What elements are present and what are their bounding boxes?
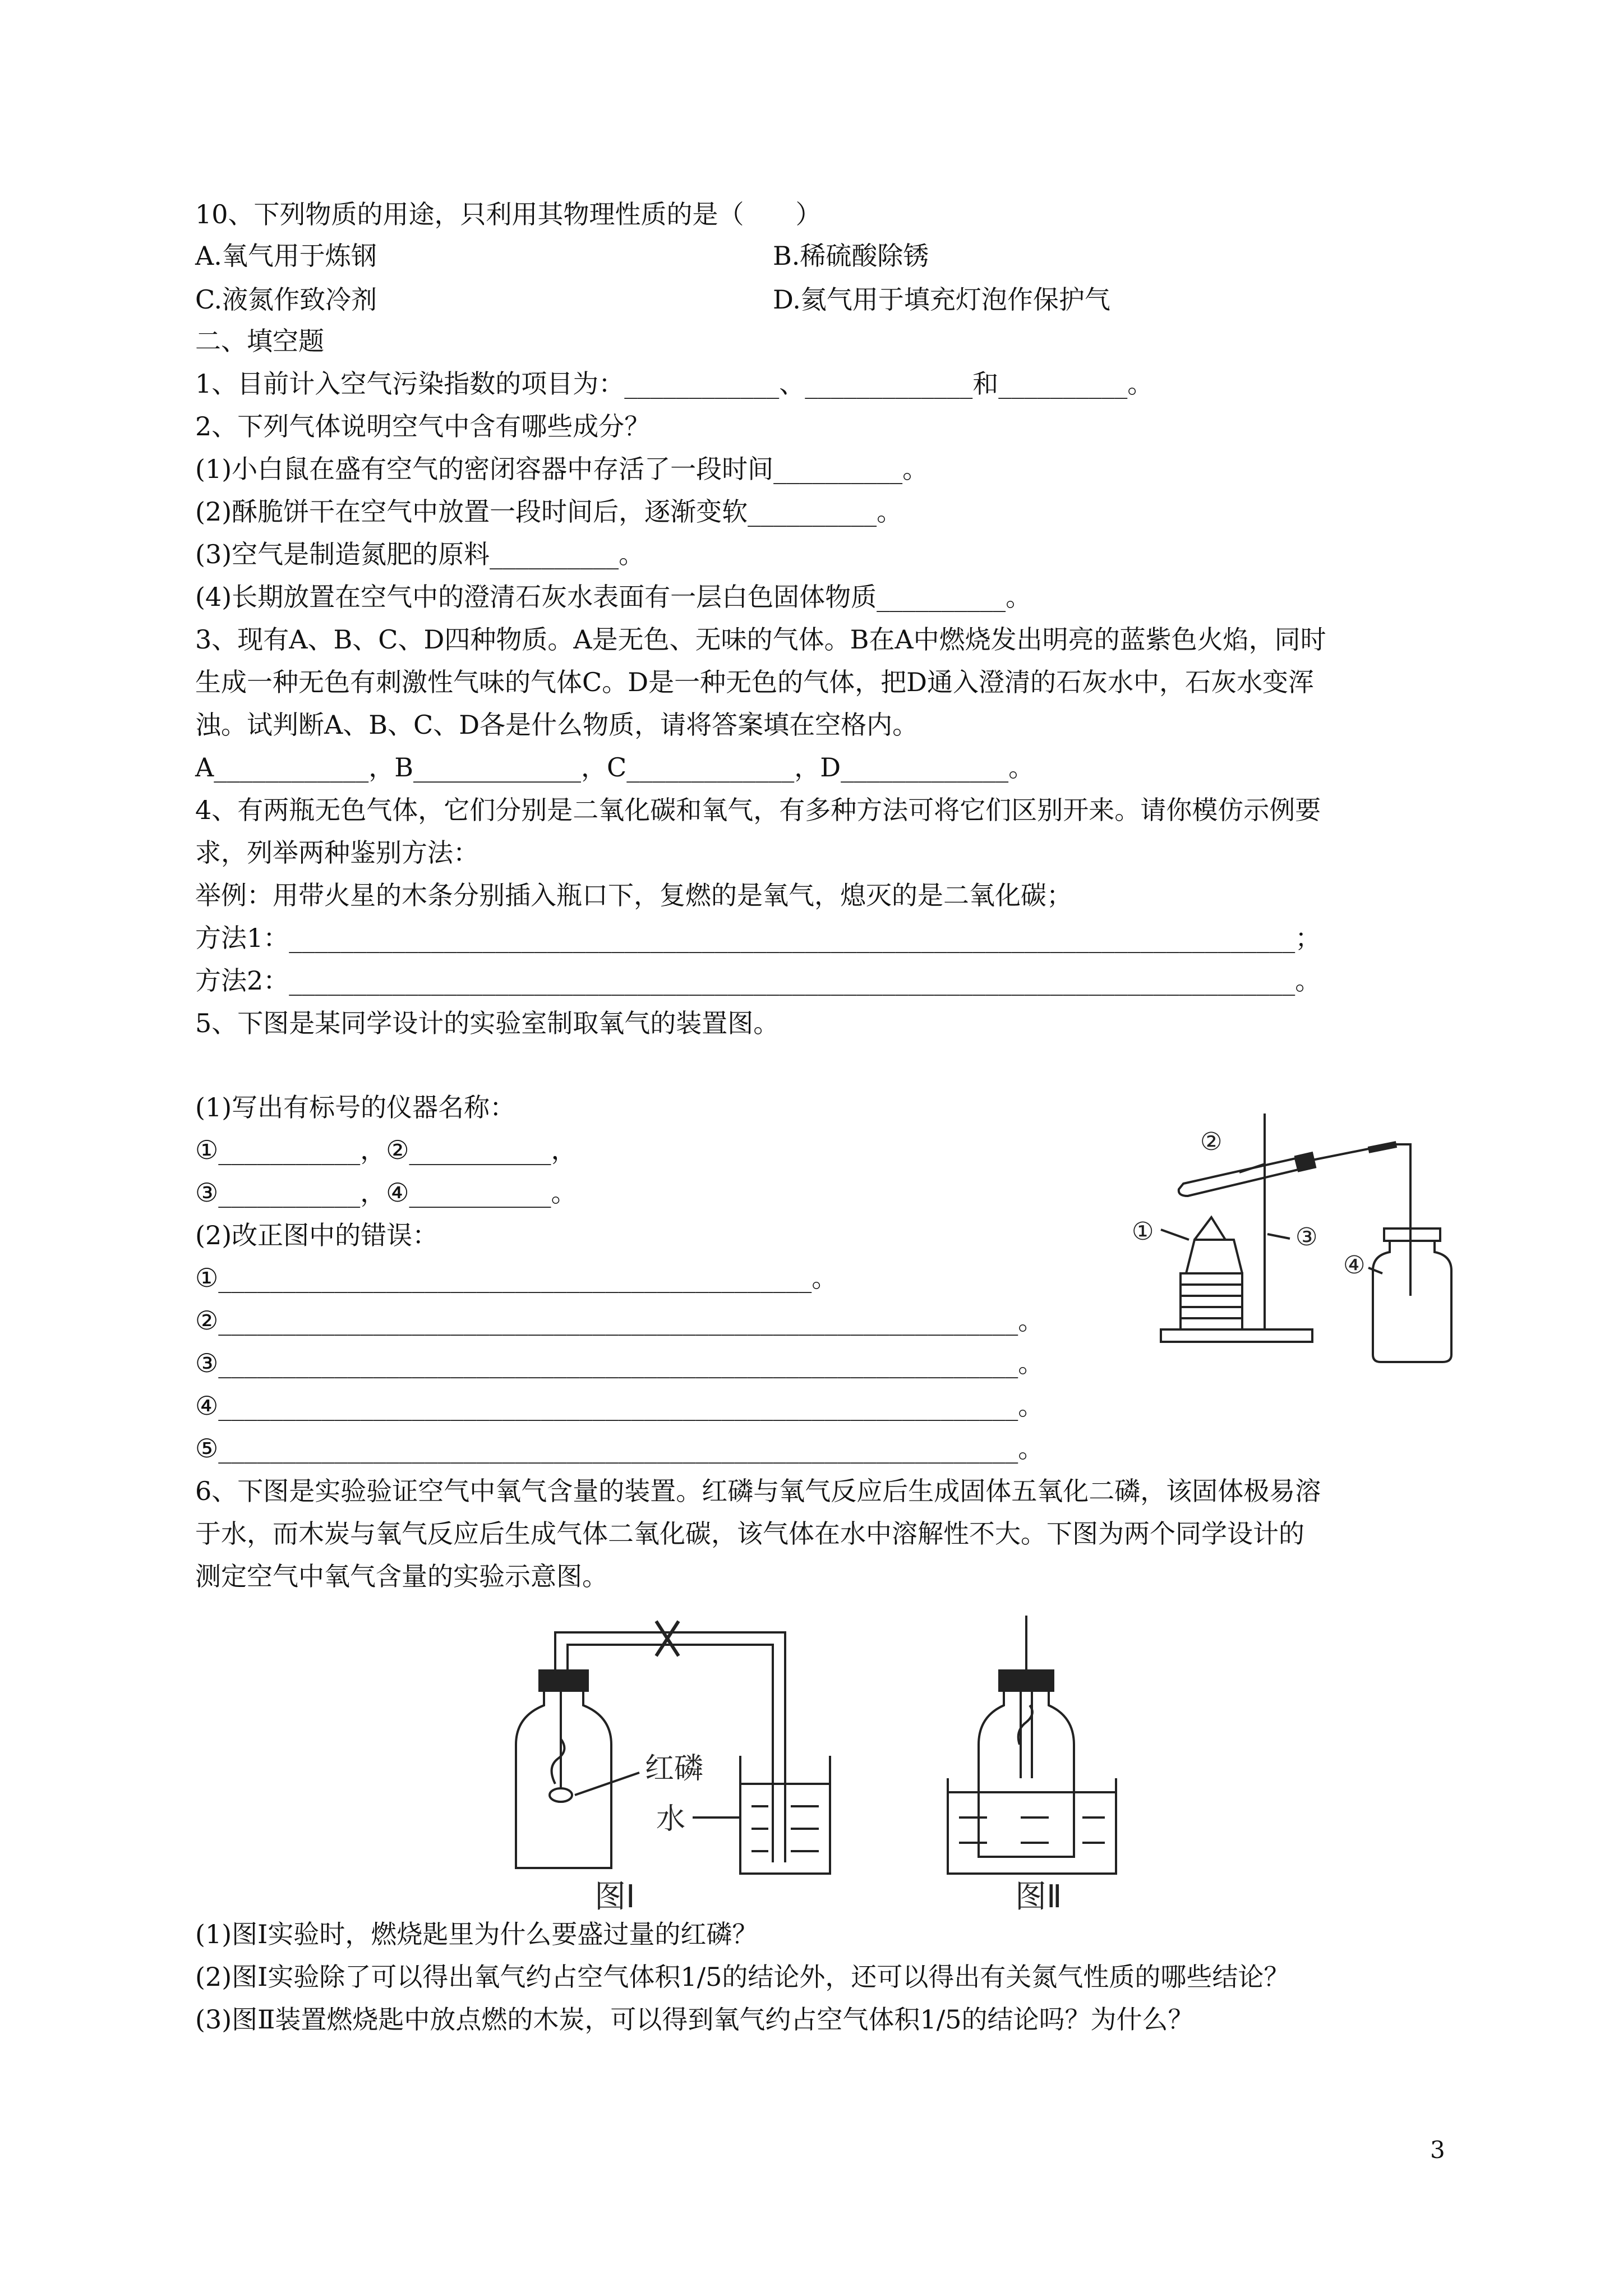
- section-2-title: 二、填空题: [195, 326, 324, 356]
- q10-option-a: A.氧气用于炼钢: [195, 241, 377, 271]
- fill-6-line-1: 6、下图是实验验证空气中氧气含量的装置。红磷与氧气反应后生成固体五氧化二磷，该固体极易溶: [195, 1476, 1321, 1506]
- fill-5-stem: 5、下图是某同学设计的实验室制取氧气的装置图。: [195, 1008, 780, 1038]
- clamp-icon: [656, 1621, 679, 1656]
- fig5-label-3: ③: [1295, 1223, 1318, 1251]
- fig1-stopper: [540, 1671, 588, 1691]
- fill-5-part-1: (1)写出有标号的仪器名称：: [195, 1092, 516, 1122]
- q10-option-b: B.稀硫酸除锈: [773, 241, 929, 271]
- fill-5-error-4: ④______________________________________________________________。: [195, 1391, 1044, 1421]
- fill-4-example: 举例：用带火星的木条分别插入瓶口下，复燃的是氧气，熄灭的是二氧化碳；: [195, 880, 1072, 910]
- fig5-label-4: ④: [1343, 1251, 1366, 1280]
- fill-3-line-2: 生成一种无色有刺激性气味的气体C。D是一种无色的气体，把D通入澄清的石灰水中，石灰水变浑: [195, 667, 1314, 697]
- fill-5-error-1: ①______________________________________________。: [195, 1263, 838, 1293]
- fig1-water-label: 水: [656, 1802, 686, 1836]
- fill-2-part-1: (1)小白鼠在盛有空气的密闭容器中存活了一段时间__________。: [195, 454, 929, 484]
- page-number: 3: [1430, 2136, 1445, 2164]
- q10-option-d: D.氦气用于填充灯泡作保护气: [773, 284, 1110, 315]
- fill-1: 1、目前计入空气污染指数的项目为：____________、_____________和__________。: [195, 369, 1154, 399]
- wood-block: [1181, 1273, 1242, 1329]
- q10-option-c: C.液氮作致冷剂: [195, 284, 377, 315]
- fill-5-error-3: ③______________________________________________________________。: [195, 1348, 1044, 1378]
- fig2-stopper: [999, 1671, 1053, 1691]
- fill-2-part-4: (4)长期放置在空气中的澄清石灰水表面有一层白色固体物质__________。: [195, 582, 1032, 612]
- collecting-bottle: [1373, 1228, 1451, 1362]
- fill-3-answers: A____________，B_____________，C_____________，D_____________。: [195, 752, 1035, 783]
- figure-1-caption: 图Ⅰ: [594, 1879, 635, 1913]
- figure-1: [516, 1621, 830, 1913]
- fill-6-question-3: (3)图Ⅱ装置燃烧匙中放点燃的木炭，可以得到氧气约占空气体积1/5的结论吗？为什么？: [195, 2004, 1194, 2035]
- alcohol-lamp: [1181, 1217, 1242, 1329]
- test-tube: [1179, 1153, 1315, 1196]
- fig1-smoke-icon: [552, 1739, 565, 1784]
- oxygen-content-figures: [505, 1610, 1492, 1913]
- fig5-label-1: ①: [1132, 1217, 1154, 1246]
- fill-4-method-1: 方法1：______________________________________________________________________________；: [195, 923, 1321, 953]
- fill-6-line-2: 于水，而木炭与氧气反应后生成气体二氧化碳，该气体在水中溶解性不大。下图为两个同学设计的: [195, 1519, 1304, 1549]
- fill-5-error-5: ⑤______________________________________________________________。: [195, 1433, 1044, 1464]
- fig1-red-phosphorus-label: 红磷: [645, 1752, 704, 1786]
- fill-2-part-2: (2)酥脆饼干在空气中放置一段时间后，逐渐变软__________。: [195, 496, 903, 527]
- fill-5-names-1-2: ①___________，②___________，: [195, 1135, 577, 1165]
- fill-5-part-2: (2)改正图中的错误：: [195, 1220, 439, 1250]
- stand-base: [1161, 1329, 1312, 1342]
- fill-6-question-2: (2)图Ⅰ实验除了可以得出氧气约占空气体积1/5的结论外，还可以得出有关氮气性质的哪些结论？: [195, 1962, 1290, 1992]
- fill-3-line-1: 3、现有A、B、C、D四种物质。A是无色、无味的气体。B在A中燃烧发出明亮的蓝紫色火焰，同时: [195, 624, 1326, 655]
- fill-3-line-3: 浊。试判断A、B、C、D各是什么物质，请将答案填在空格内。: [195, 710, 919, 740]
- fill-2-part-3: (3)空气是制造氮肥的原料__________。: [195, 539, 645, 569]
- fill-6-question-1: (1)图Ⅰ实验时，燃烧匙里为什么要盛过量的红磷？: [195, 1919, 758, 1949]
- fig2-bottle: [979, 1688, 1074, 1857]
- oxygen-apparatus-figure: [1127, 1105, 1492, 1369]
- fig5-label-2: ②: [1200, 1128, 1223, 1156]
- fill-5-error-2: ②______________________________________________________________。: [195, 1305, 1044, 1336]
- fill-4-method-2: 方法2：______________________________________________________________________________。: [195, 965, 1321, 996]
- q10-options-row-2: [195, 283, 1110, 316]
- q10-stem: 10、下列物质的用途，只利用其物理性质的是（ ）: [195, 199, 822, 229]
- fill-5-names-3-4: ③___________，④___________。: [195, 1177, 577, 1208]
- fill-4-line-2: 求，列举两种鉴别方法：: [195, 838, 479, 868]
- flame-icon: [1195, 1217, 1225, 1240]
- fill-2-stem: 2、下列气体说明空气中含有哪些成分？: [195, 411, 651, 441]
- figure-2-caption: 图Ⅱ: [1015, 1879, 1062, 1913]
- fill-4-line-1: 4、有两瓶无色气体，它们分别是二氧化碳和氧气，有多种方法可将它们区别开来。请你模仿示例要: [195, 795, 1321, 825]
- fig1-bottle: [516, 1688, 611, 1868]
- q10-options-row-1: [195, 239, 929, 273]
- figure-2: [948, 1616, 1116, 1913]
- fill-6-line-3: 测定空气中氧气含量的实验示意图。: [195, 1561, 608, 1591]
